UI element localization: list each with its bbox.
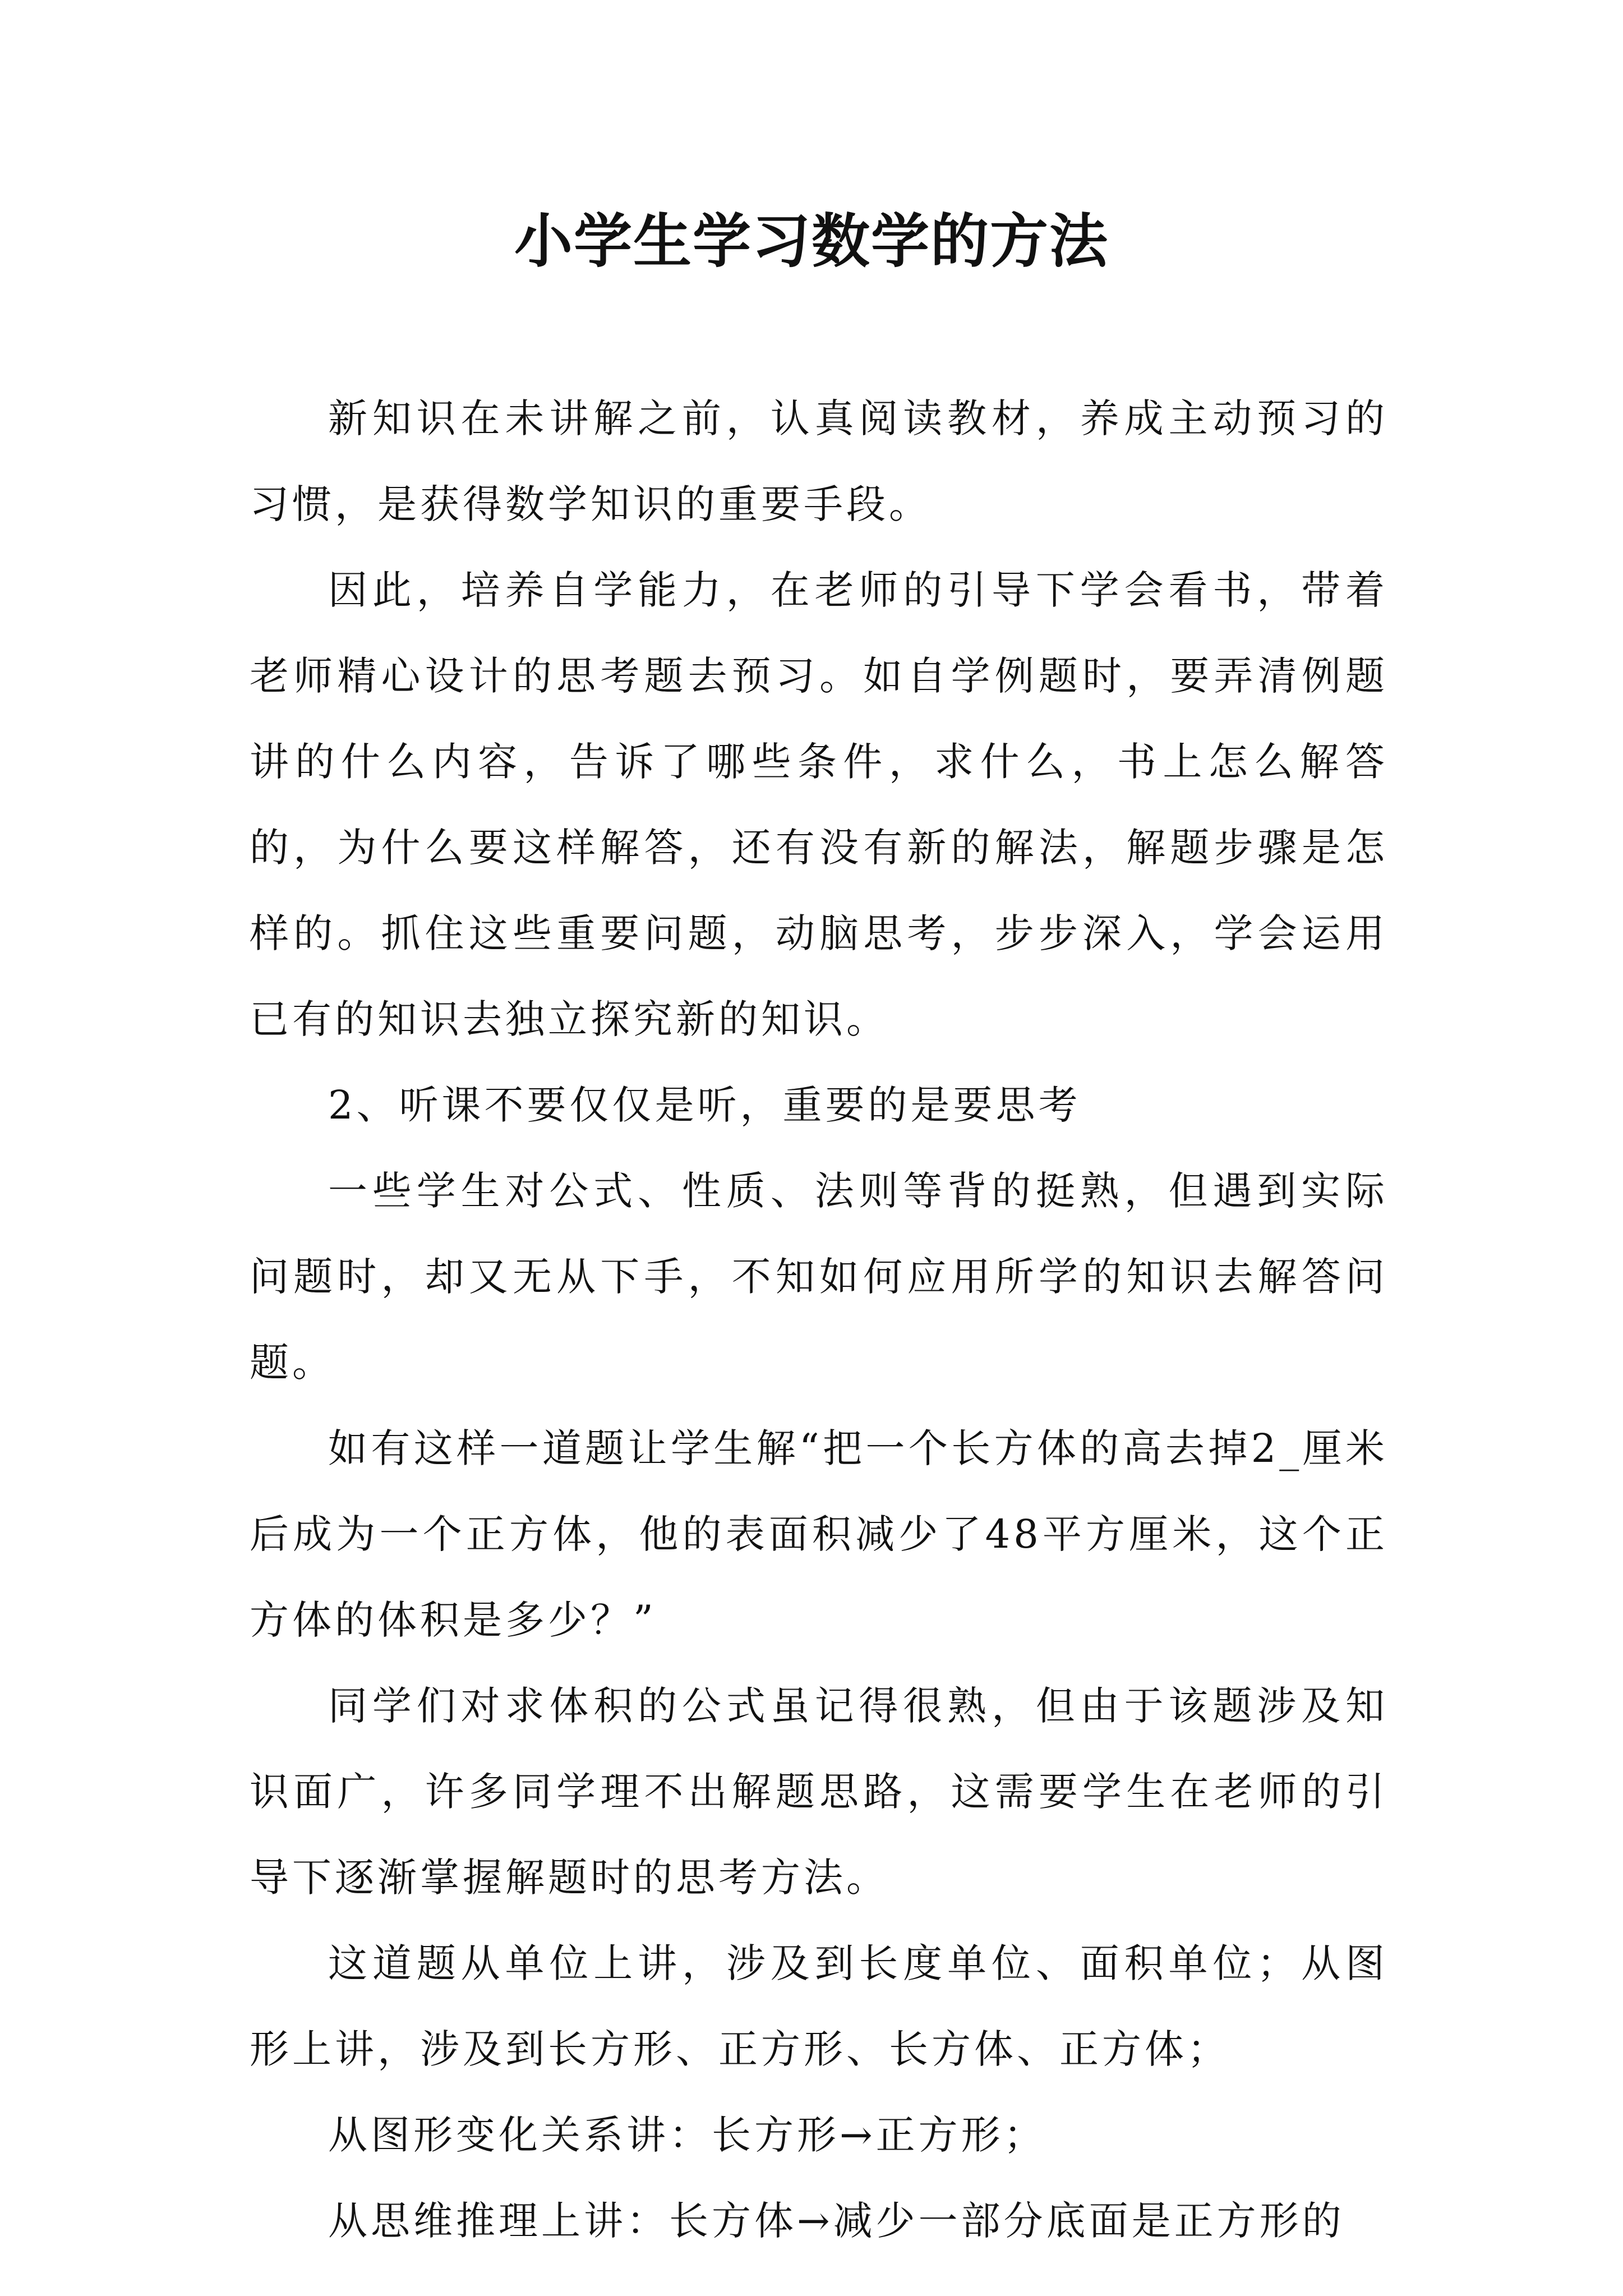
- paragraph-units-and-shapes: 这道题从单位上讲，涉及到长度单位、面积单位；从图形上讲，涉及到长方形、正方形、长方体、正方体；: [250, 1940, 1388, 2072]
- paragraph-reasoning: 从思维推理上讲：长方体→减少一部分底面是正方形的: [328, 2198, 1345, 2244]
- paragraph-shape-change: 从图形变化关系讲：长方形→正方形；: [328, 2112, 1046, 2158]
- paragraph-thinking-method: 同学们对求体积的公式虽记得很熟，但由于该题涉及知识面广，许多同学理不出解题思路，这需要学生在老师的引导下逐渐掌握解题时的思考方法。: [250, 1683, 1388, 1901]
- paragraph-example-problem: 如有这样一道题让学生解“把一个长方体的高去掉2_厘米后成为一个正方体，他的表面积减少了48平方厘米，这个正方体的体积是多少？”: [250, 1425, 1388, 1643]
- section-heading-listening: 2、听课不要仅仅是听，重要的是要思考: [328, 1082, 1081, 1128]
- paragraph-formula-application: 一些学生对公式、性质、法则等背的挺熟，但遇到实际问题时，却又无从下手，不知如何应用所学的知识去解答问题。: [250, 1168, 1388, 1386]
- document-body: [250, 376, 1388, 2264]
- document-title: 小学生学习数学的方法: [514, 206, 1109, 275]
- paragraph-self-study: 因此，培养自学能力，在老师的引导下学会看书，带着老师精心设计的思考题去预习。如自学例题时，要弄清例题讲的什么内容，告诉了哪些条件，求什么，书上怎么解答的，为什么要这样解答，还有没有新的解法，解题步骤是怎样的。抓住这些重要问题，动脑思考，步步深入，学会运用已有的知识去独立探究新的知识。: [250, 567, 1388, 1042]
- paragraph-preview-habit: 新知识在未讲解之前，认真阅读教材，养成主动预习的习惯，是获得数学知识的重要手段。: [250, 395, 1388, 527]
